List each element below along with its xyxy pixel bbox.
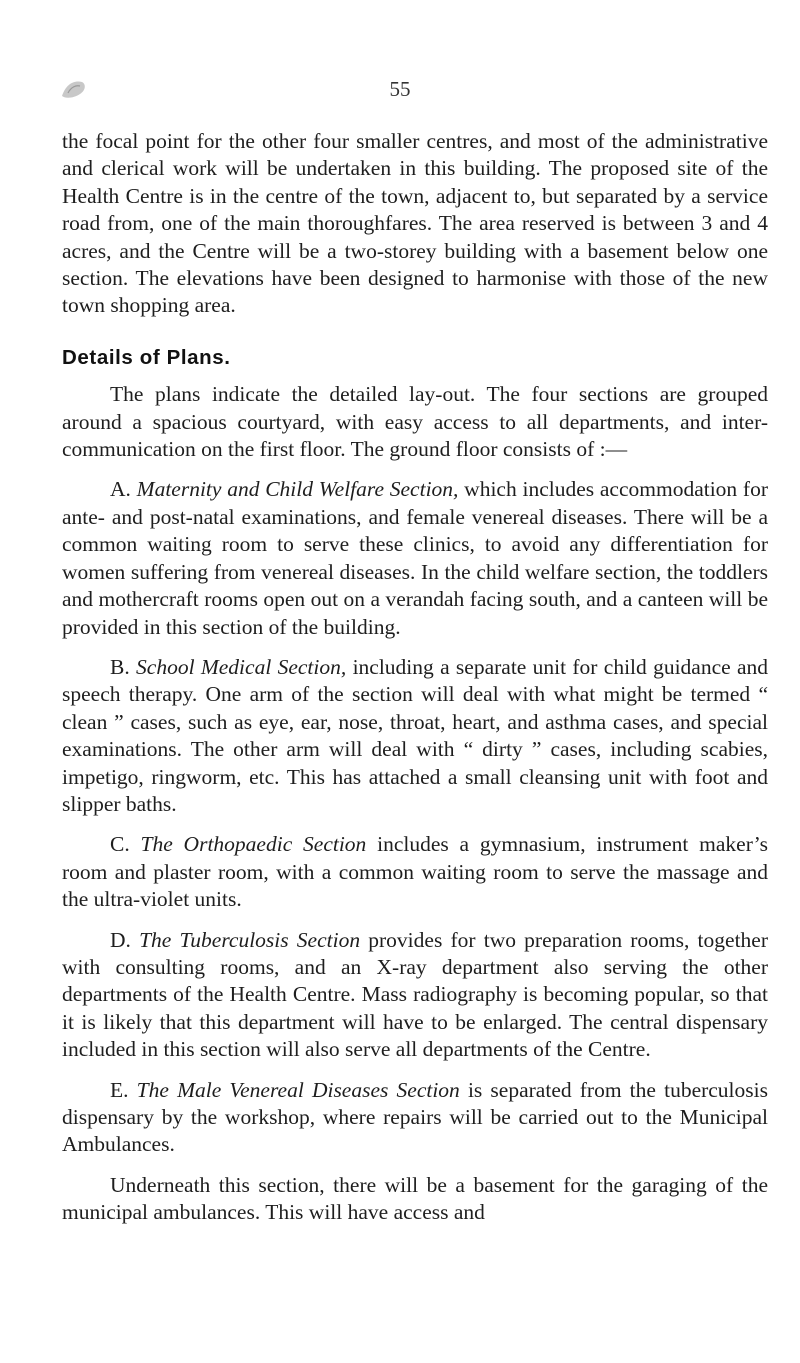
section-title: School Medical Section, [136,654,347,679]
section-letter: B. [110,654,130,679]
section-e-paragraph [62,1077,768,1159]
section-heading: Details of Plans. [62,345,231,369]
page-number: 55 [389,77,411,101]
section-text: including a separate unit for child guidance and speech therapy. One arm of the section will deal with what might be termed “ clean ” cases, such as eye, ear, nose, throat, heart, and asthma cases, and special examinations. The other arm will deal with “ dirty ” cases, including scabies, impetigo, ringworm, etc. This has attached a small cleansing unit with foot and slipper baths. [62,654,769,816]
section-title: Maternity and Child Welfare Section, [136,477,459,502]
section-title: The Tuberculosis Section [139,927,361,952]
plans-paragraph: The plans indicate the detailed lay-out. The four sections are grouped around a spacious courtyard, with easy access to all departments, and inter-communication on the first floor. The ground floor consists of :— [62,382,768,462]
section-text: is separated from the tuberculosis dispensary by the workshop, where repairs will be carried out to the Municipal Ambulances. [62,1077,768,1157]
intro-paragraph: the focal point for the other four smaller centres, and most of the administrative and clerical work will be undertaken in this building. The proposed site of the Health Centre is in the centre of the town, adjacent to, but separated by a service road from, one of the main thoroughfares. The area reserved is between 3 and 4 acres, and the Centre will be a two-storey building with a basement below one section. The elevations have been designed to harmonise with those of the new town shopping area. [62,129,768,318]
section-text: which includes accommodation for ante- and post-natal examinations, and female venereal diseases. There will be a common waiting room to serve these clinics, to avoid any differentiation for women suffering from venereal diseases. In the child welfare section, the toddlers and mothercraft rooms open out on a verandah facing south, and a canteen will be provided in this section of the building. [62,477,768,639]
section-a-paragraph [62,476,768,640]
section-title: The Male Venereal Diseases Section [136,1077,460,1102]
section-text: provides for two preparation rooms, together with consulting rooms, and an X-ray department also serving the other departments of the Health Centre. Mass radiography is becoming popular, so that it is likely that this department will have to be enlarged. The central dispensary included in this section will also serve all departments of the Centre. [62,927,769,1062]
section-letter: A. [110,477,131,502]
section-title: The Orthopaedic Section [140,832,367,857]
page-body [62,128,768,1227]
section-letter: C. [110,832,130,857]
section-b-paragraph [62,654,768,818]
section-letter: D. [110,927,131,952]
section-d-paragraph [62,927,768,1064]
section-letter: E. [110,1077,129,1102]
final-paragraph: Underneath this section, there will be a basement for the garaging of the municipal ambulances. This will have access and [62,1172,768,1225]
section-text: includes a gymnasium, instrument maker’s room and plaster room, with a common waiting room to serve the massage and the ultra-violet units. [62,832,768,912]
section-c-paragraph [62,831,768,913]
